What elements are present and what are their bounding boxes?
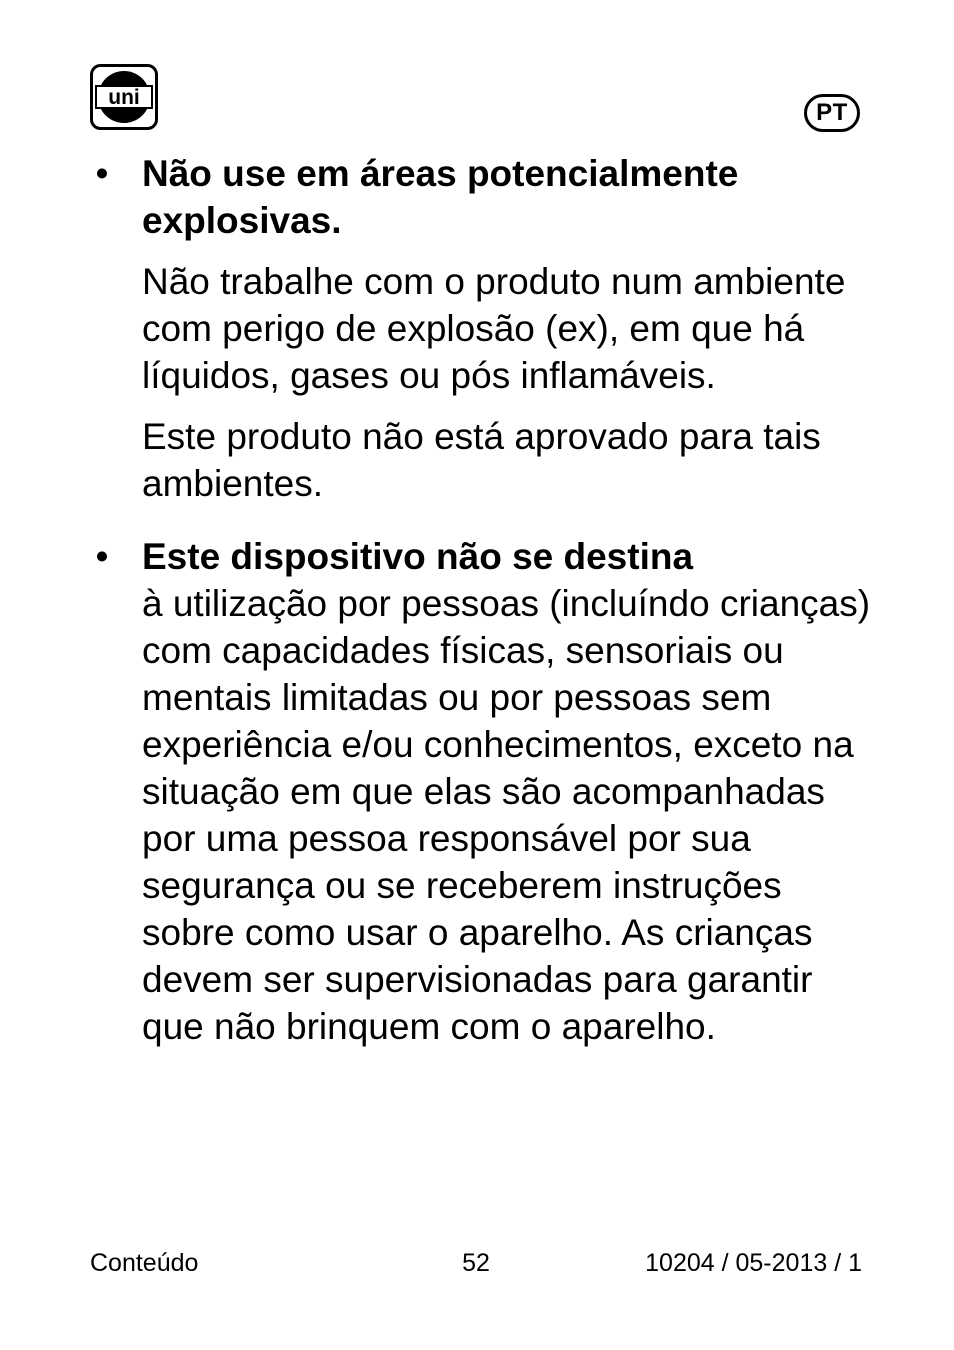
section-paragraph: Este produto não está aprovado para tais ambientes.: [142, 416, 821, 504]
logo-text: uni: [108, 86, 140, 109]
section-heading: Não use em áreas potencialmente explosivas.: [142, 153, 739, 241]
safety-item-users: [95, 533, 882, 1050]
section-paragraph: Não trabalhe com o produto num ambiente com perigo de explosão (ex), em que há líquidos, gases ou pós inflamáveis.: [142, 261, 846, 396]
bullet-icon: •: [95, 153, 109, 194]
main-content: [95, 150, 882, 1050]
page-number: 52: [462, 1249, 490, 1277]
language-badge: [804, 94, 860, 132]
document-reference: 10204 / 05-2013 / 1: [645, 1249, 862, 1277]
safety-item-explosive: [95, 150, 882, 507]
bullet-icon: •: [95, 536, 109, 577]
section-heading: Este dispositivo não se destina: [142, 536, 694, 577]
uni-logo-icon: [90, 64, 158, 130]
language-code: PT: [816, 99, 848, 126]
contents-link[interactable]: Conteúdo: [90, 1249, 199, 1277]
section-paragraph: à utilização por pessoas (incluíndo crianças) com capacidades físicas, sensoriais ou mentais limitadas ou por pessoas sem experiência e/ou conhecimentos, exceto na situação em que elas são acompanhadas por uma pessoa responsável por sua segurança ou se receberem instruções sobre como usar o aparelho. As crianças devem ser supervisionadas para garantir que não brinquem com o aparelho.: [142, 583, 871, 1047]
page-footer: [90, 1246, 862, 1280]
